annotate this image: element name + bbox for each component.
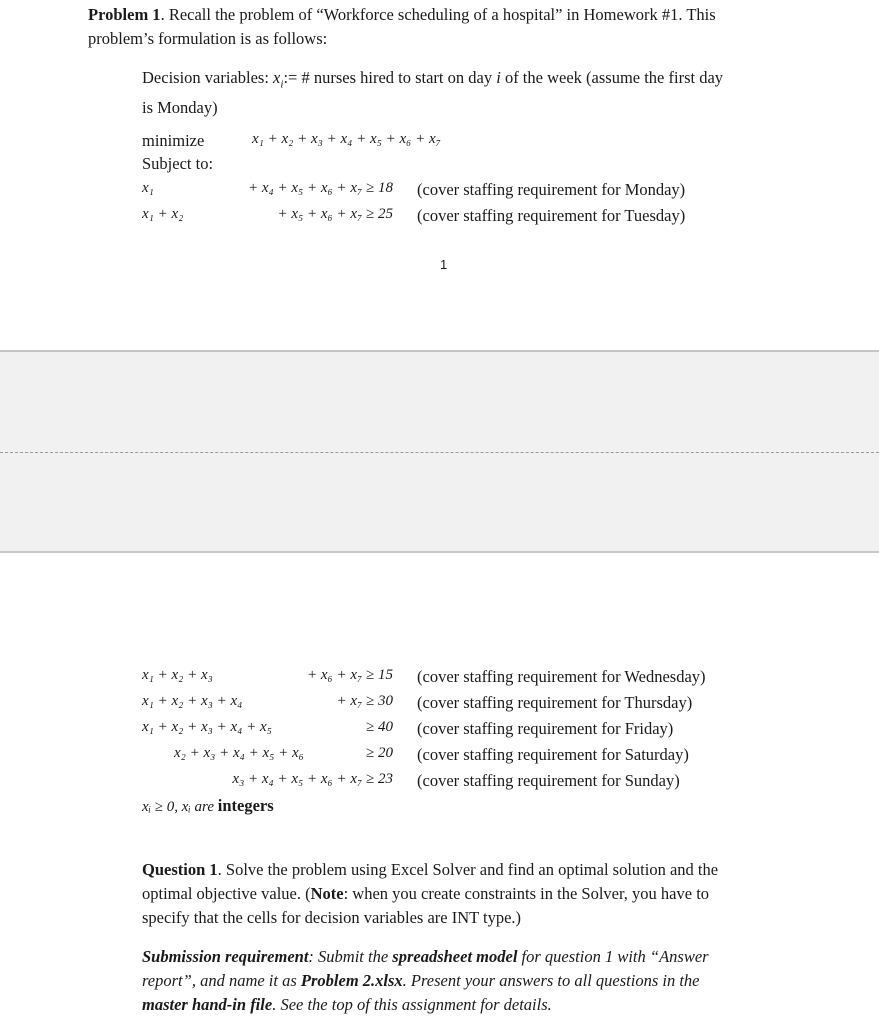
constraint-rhs: ≥ 20 <box>366 745 393 761</box>
decision-text-a: Decision variables: <box>142 68 274 87</box>
constraint-rhs: + x₄ + x₅ + x₆ + x₇ ≥ 18 <box>248 180 393 196</box>
question-note-label: Note <box>310 884 344 903</box>
submission-filename: Problem 2.xlsx <box>300 971 403 990</box>
submission-requirement <box>142 945 842 1017</box>
submission-l1a: : Submit the <box>308 947 393 966</box>
nonneg-integers: integers <box>217 796 274 815</box>
constraint-rhs: ≥ 40 <box>366 719 393 735</box>
objective-expression: x₁ + x₂ + x₃ + x₄ + x₅ + x₆ + x₇ <box>252 131 441 147</box>
decision-text-c: of the week (assume the first day <box>500 68 724 87</box>
decision-line2: is Monday) <box>142 98 218 118</box>
submission-l2a: report”, and name it as <box>142 971 301 990</box>
subject-to-label: Subject to: <box>142 154 214 173</box>
decision-var-sub: i <box>280 78 284 91</box>
decision-variables <box>142 66 822 120</box>
submission-l3b: . See the top of this assignment for details. <box>272 995 552 1014</box>
constraint-lhs: x₃ + x₄ + x₅ + x₆ + x₇ ≥ 23 <box>232 771 393 787</box>
constraint-note: (cover staffing requirement for Friday) <box>417 719 674 738</box>
constraint-lhs: x₁ + x₂ + x₃ + x₄ <box>142 693 243 709</box>
problem-intro-line2: problem’s formulation is as follows: <box>88 29 328 48</box>
question-line2b: : when you create constraints in the Solver, you have to <box>343 884 710 903</box>
submission-spreadsheet-model: spreadsheet model <box>392 947 518 966</box>
question-label: Question 1 <box>142 860 218 879</box>
nonnegativity-constraint <box>142 796 274 816</box>
decision-day-index: i <box>496 68 501 87</box>
constraint-note: (cover staffing requirement for Wednesday) <box>417 667 706 686</box>
submission-label: Submission requirement <box>142 947 309 966</box>
page-number: 1 <box>440 257 448 272</box>
constraint-lhs: x₁ <box>142 180 154 196</box>
constraint-rhs: + x₆ + x₇ ≥ 15 <box>307 667 393 683</box>
submission-l2c: . Present your answers to all questions in the <box>402 971 700 990</box>
problem-intro-line1: . Recall the problem of “Workforce scheduling of a hospital” in Homework #1. This <box>160 5 716 24</box>
constraint-lhs: x₂ + x₃ + x₄ + x₅ + x₆ <box>174 745 304 761</box>
constraint-note: (cover staffing requirement for Monday) <box>417 180 686 199</box>
submission-master-file: master hand-in file <box>142 995 273 1014</box>
decision-text-b: := # nurses hired to start on day <box>283 68 497 87</box>
decision-var: x <box>273 68 281 87</box>
constraint-rhs: + x₇ ≥ 30 <box>336 693 393 709</box>
objective-label: minimize <box>142 131 205 150</box>
constraint-note: (cover staffing requirement for Thursday) <box>417 693 693 712</box>
question-line1: . Solve the problem using Excel Solver and find an optimal solution and the <box>217 860 719 879</box>
submission-l1c: for question 1 with “Answer <box>517 947 709 966</box>
constraint-note: (cover staffing requirement for Sunday) <box>417 771 680 790</box>
problem-label: Problem 1 <box>88 5 161 24</box>
nonneg-expression: xᵢ ≥ 0, xᵢ are <box>142 799 218 815</box>
question-1 <box>142 858 842 930</box>
constraint-rhs: + x₅ + x₆ + x₇ ≥ 25 <box>277 206 393 222</box>
constraint-lhs: x₁ + x₂ + x₃ + x₄ + x₅ <box>142 719 272 735</box>
constraint-lhs: x₁ + x₂ <box>142 206 184 222</box>
page-break-divider <box>0 452 879 453</box>
constraint-note: (cover staffing requirement for Tuesday) <box>417 206 686 225</box>
constraint-lhs: x₁ + x₂ + x₃ <box>142 667 213 683</box>
question-line3: specify that the cells for decision variables are INT type.) <box>142 908 522 927</box>
constraint-note: (cover staffing requirement for Saturday) <box>417 745 689 764</box>
question-line2a: optimal objective value. ( <box>142 884 311 903</box>
problem-statement <box>88 3 808 51</box>
